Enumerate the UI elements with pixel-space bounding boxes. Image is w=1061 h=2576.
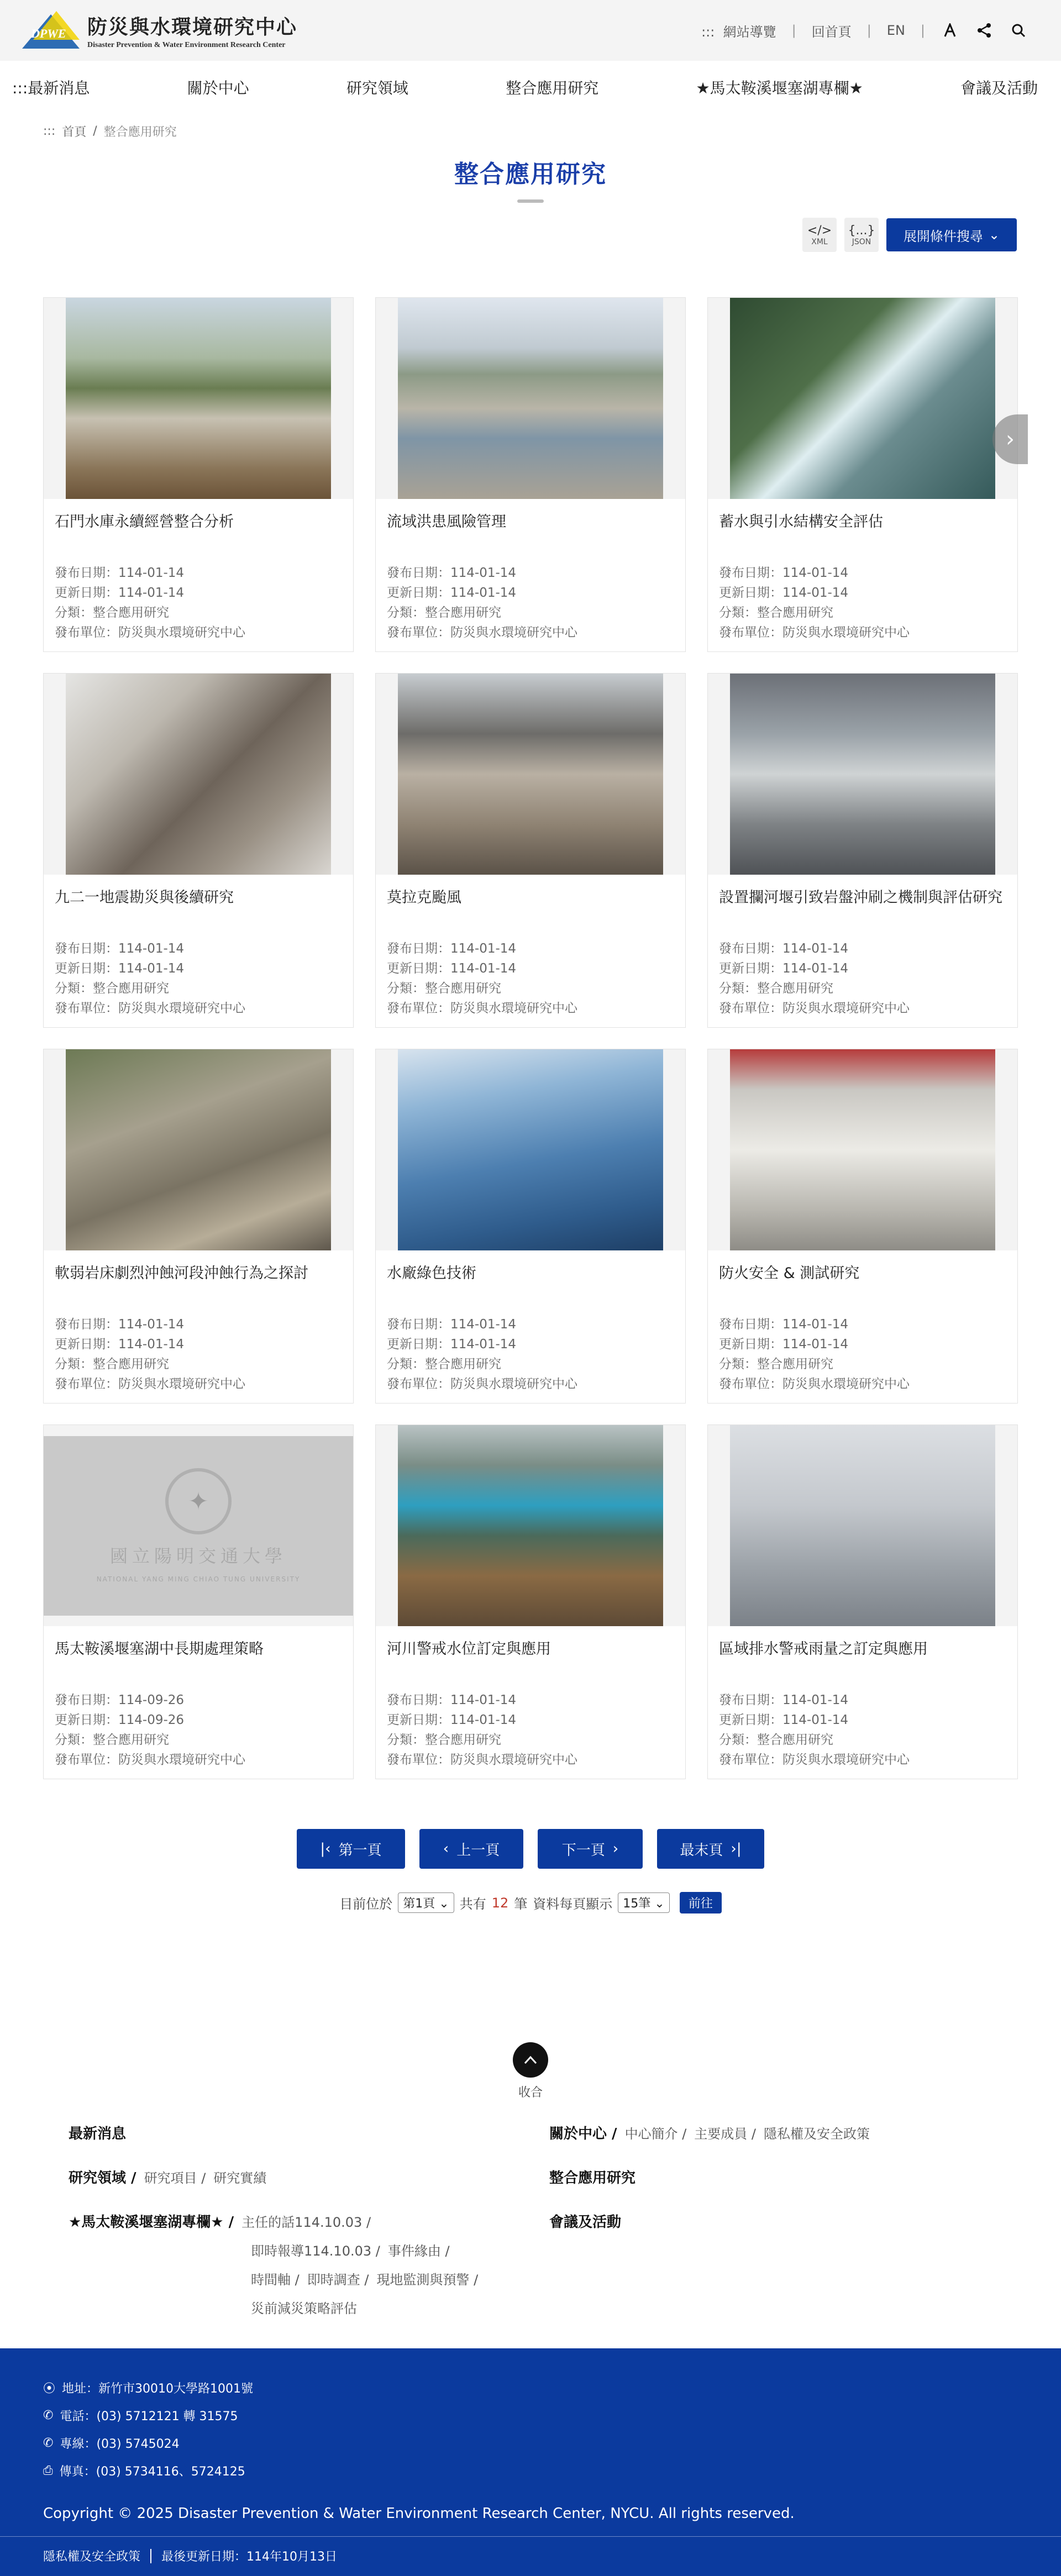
- storm-street-image: [730, 1425, 995, 1626]
- placeholder-name-en: NATIONAL YANG MING CHIAO TUNG UNIVERSITY: [96, 1575, 301, 1583]
- sitemap-news[interactable]: 最新消息: [69, 2126, 127, 2142]
- card-category: 分類：整合應用研究: [55, 981, 169, 996]
- site-name-en: Disaster Prevention & Water Environment Research Center: [87, 40, 286, 49]
- chevron-up-icon: [513, 2042, 548, 2078]
- card-unit: 發布單位：防災與水環境研究中心: [719, 1377, 910, 1391]
- site-footer: [0, 2348, 1061, 2576]
- breadcrumb-sep: /: [93, 124, 97, 138]
- card-update-date: 更新日期：114-09-26: [55, 1713, 185, 1727]
- logo-mark-icon: [22, 11, 80, 50]
- nav-item-special[interactable]: ★馬太鞍溪堰塞湖專欄★: [696, 79, 863, 97]
- card-publish-date: 發布日期：114-09-26: [55, 1693, 185, 1707]
- metro-station-image: [730, 1049, 995, 1250]
- sitemap-special[interactable]: ★馬太鞍溪堰塞湖專欄★ /: [69, 2214, 234, 2231]
- university-placeholder-image: [44, 1436, 353, 1616]
- card-title[interactable]: 流域洪患風險管理: [387, 513, 506, 530]
- footer-divider: [0, 2536, 1061, 2537]
- card-category: 分類：整合應用研究: [719, 981, 833, 996]
- card-publish-date: 發布日期：114-01-14: [387, 566, 517, 580]
- nav-item-integrated[interactable]: 整合應用研究: [506, 79, 599, 97]
- footer-address: ⦿ 地址：新竹市30010大學路1001號: [43, 2379, 253, 2396]
- collapse-toggle[interactable]: 收合: [0, 2042, 1061, 2100]
- lang-switch-link[interactable]: EN: [886, 23, 905, 38]
- card-category: 分類：整合應用研究: [719, 606, 833, 620]
- card-publish-date: 發布日期：114-01-14: [55, 942, 185, 956]
- carousel-next-arrow-icon[interactable]: ›: [992, 414, 1028, 464]
- share-icon[interactable]: [975, 21, 994, 40]
- card-publish-date: 發布日期：114-01-14: [719, 1693, 849, 1707]
- card-publish-date: 發布日期：114-01-14: [719, 1317, 849, 1332]
- card-category: 分類：整合應用研究: [719, 1357, 833, 1371]
- privacy-link[interactable]: 隱私權及安全政策: [43, 2550, 141, 2564]
- card-title[interactable]: 河川警戒水位訂定與應用: [387, 1641, 551, 1658]
- toolbar: [802, 218, 1017, 252]
- nav-item-about[interactable]: 關於中心: [187, 79, 249, 97]
- research-card[interactable]: [43, 1049, 354, 1403]
- waterfall-intake-image: [730, 298, 995, 499]
- sitemap-link[interactable]: 災前減災策略評估: [251, 2301, 357, 2316]
- sitemap-research[interactable]: 研究領域 /: [69, 2170, 136, 2186]
- sitemap-link[interactable]: 隱私權及安全政策: [764, 2126, 870, 2142]
- card-title[interactable]: 馬太鞍溪堰塞湖中長期處理策略: [55, 1641, 264, 1658]
- card-title[interactable]: 軟弱岩床劇烈沖蝕河段沖蝕行為之探討: [55, 1265, 308, 1282]
- breadcrumb-home[interactable]: 首頁: [62, 125, 87, 139]
- card-unit: 發布單位：防災與水環境研究中心: [387, 1377, 577, 1391]
- dam-spillway-image: [66, 298, 331, 499]
- card-update-date: 更新日期：114-01-14: [387, 586, 517, 600]
- site-name-zh: 防災與水環境研究中心: [87, 15, 298, 39]
- card-title[interactable]: 設置攔河堰引致岩盤沖刷之機制與評估研究: [719, 889, 1002, 906]
- home-link[interactable]: 回首頁: [811, 24, 852, 40]
- top-header: [0, 0, 1061, 61]
- card-publish-date: 發布日期：114-01-14: [387, 1693, 517, 1707]
- research-card[interactable]: [707, 1049, 1018, 1403]
- card-update-date: 更新日期：114-01-14: [719, 961, 849, 976]
- font-size-icon[interactable]: [941, 21, 959, 40]
- card-title[interactable]: 蓄水與引水結構安全評估: [719, 513, 883, 530]
- card-update-date: 更新日期：114-01-14: [387, 1337, 517, 1352]
- sitemap-link[interactable]: 即時調查 /: [307, 2272, 369, 2288]
- code-icon: </>: [807, 223, 832, 238]
- json-export-button[interactable]: {...} JSON: [844, 218, 879, 252]
- page-select[interactable]: 第1頁 ⌄: [398, 1892, 454, 1913]
- landslide-slope-image: [66, 674, 331, 875]
- university-seal-icon: ✦: [165, 1468, 232, 1534]
- card-category: 分類：整合應用研究: [719, 1733, 833, 1747]
- breadcrumb: [43, 123, 1061, 140]
- pagination: [0, 1829, 1061, 1869]
- card-update-date: 更新日期：114-01-14: [719, 1337, 849, 1352]
- nav-item-events[interactable]: 會議及活動: [960, 79, 1038, 97]
- sitemap-link[interactable]: 即時報導114.10.03 /: [251, 2243, 380, 2259]
- river-bed-image: [398, 298, 663, 499]
- chevron-left-icon: ‹: [443, 1841, 449, 1857]
- research-card[interactable]: [707, 673, 1018, 1028]
- title-underline: [517, 199, 544, 203]
- location-pin-icon: ⦿: [43, 2382, 56, 2396]
- sitemap-link[interactable]: 中心簡介 /: [624, 2126, 687, 2142]
- pipe-debris-image: [398, 1425, 663, 1626]
- card-publish-date: 發布日期：114-01-14: [55, 566, 185, 580]
- card-unit: 發布單位：防災與水環境研究中心: [55, 1753, 245, 1767]
- sitemap-events[interactable]: 會議及活動: [549, 2214, 622, 2231]
- card-update-date: 更新日期：114-01-14: [55, 961, 185, 976]
- driftwood-bridge-image: [398, 674, 663, 875]
- sitemap-right: [549, 2120, 991, 2237]
- card-title[interactable]: 石門水庫永續經營整合分析: [55, 513, 234, 530]
- research-card[interactable]: [43, 1424, 354, 1779]
- first-page-icon: |‹: [320, 1841, 331, 1857]
- xml-export-button[interactable]: </> XML: [802, 218, 837, 252]
- first-page-button[interactable]: |‹ 第一頁: [297, 1829, 405, 1869]
- go-button[interactable]: 前往: [680, 1892, 722, 1913]
- braces-icon: {...}: [848, 223, 875, 238]
- research-card[interactable]: [375, 1049, 686, 1403]
- research-card[interactable]: [43, 297, 354, 652]
- research-card[interactable]: [707, 297, 1018, 652]
- research-card[interactable]: [707, 1424, 1018, 1779]
- card-title[interactable]: 九二一地震勘災與後續研究: [55, 889, 234, 906]
- card-category: 分類：整合應用研究: [55, 606, 169, 620]
- last-update: 最後更新日期：114年10月13日: [161, 2550, 337, 2564]
- chevron-down-icon: ⌄: [988, 227, 1000, 243]
- card-title[interactable]: 防火安全 & 測試研究: [719, 1265, 860, 1282]
- total-count: 12: [491, 1895, 509, 1911]
- sitemap-integrated[interactable]: 整合應用研究: [549, 2170, 636, 2186]
- site-logo[interactable]: [22, 11, 297, 50]
- sitemap-link[interactable]: 主任的話114.10.03 /: [241, 2215, 371, 2230]
- sitemap-link[interactable]: 主要成員 /: [694, 2126, 756, 2142]
- card-unit: 發布單位：防災與水環境研究中心: [55, 625, 245, 640]
- card-title[interactable]: 莫拉克颱風: [387, 889, 461, 906]
- card-publish-date: 發布日期：114-01-14: [387, 1317, 517, 1332]
- last-page-icon: ›|: [731, 1841, 742, 1857]
- card-title[interactable]: 水廠綠色技術: [387, 1265, 476, 1282]
- card-update-date: 更新日期：114-01-14: [719, 1713, 849, 1727]
- card-unit: 發布單位：防災與水環境研究中心: [387, 1753, 577, 1767]
- placeholder-name-zh: 國立陽明交通大學: [109, 1546, 287, 1566]
- sitemap-link[interactable]: ::: 網站導覽: [701, 24, 776, 40]
- solar-panels-image: [398, 1049, 663, 1250]
- card-category: 分類：整合應用研究: [387, 1733, 501, 1747]
- sitemap-link[interactable]: 研究項目 /: [144, 2170, 206, 2186]
- sitemap-link[interactable]: 事件緣由 /: [387, 2243, 450, 2259]
- card-update-date: 更新日期：114-01-14: [55, 586, 185, 600]
- next-page-button[interactable]: 下一頁 ›: [538, 1829, 643, 1869]
- main-nav: [0, 61, 1061, 114]
- last-page-button[interactable]: 最末頁 ›|: [657, 1829, 764, 1869]
- card-update-date: 更新日期：114-01-14: [387, 961, 517, 976]
- card-category: 分類：整合應用研究: [55, 1733, 169, 1747]
- card-unit: 發布單位：防災與水環境研究中心: [55, 1377, 245, 1391]
- card-title[interactable]: 區域排水警戒雨量之訂定與應用: [719, 1641, 928, 1658]
- sitemap-about[interactable]: 關於中心 /: [549, 2126, 617, 2142]
- weir-erosion-image: [730, 674, 995, 875]
- research-card[interactable]: [375, 673, 686, 1028]
- breadcrumb-prefix: :::: [43, 124, 56, 138]
- rock-erosion-image: [66, 1049, 331, 1250]
- chevron-right-icon: ›: [612, 1841, 619, 1857]
- logo-abbr: DPWE: [31, 27, 66, 40]
- per-page-select[interactable]: 15筆 ⌄: [618, 1892, 669, 1913]
- card-publish-date: 發布日期：114-01-14: [719, 942, 849, 956]
- pager-info: 目前位於 第1頁 ⌄ 共有 12 筆 資料每頁顯示 15筆 ⌄ 前往: [0, 1892, 1061, 1913]
- card-grid: [43, 297, 1018, 1779]
- card-unit: 發布單位：防災與水環境研究中心: [387, 625, 577, 640]
- research-card[interactable]: [375, 297, 686, 652]
- card-category: 分類：整合應用研究: [55, 1357, 169, 1371]
- card-publish-date: 發布日期：114-01-14: [719, 566, 849, 580]
- card-category: 分類：整合應用研究: [387, 606, 501, 620]
- sitemap-link[interactable]: 現地監測與預警 /: [376, 2272, 479, 2288]
- prev-page-button[interactable]: ‹ 上一頁: [419, 1829, 523, 1869]
- copyright: Copyright © 2025 Disaster Prevention & Water Environment Research Center, NYCU. All rights reserved.: [43, 2505, 795, 2522]
- card-category: 分類：整合應用研究: [387, 1357, 501, 1371]
- phone-icon: ✆: [43, 2436, 54, 2450]
- nav-item-news[interactable]: :::最新消息: [12, 79, 90, 97]
- footer-hotline: ✆ 專線：(03) 5745024: [43, 2436, 180, 2451]
- breadcrumb-current: 整合應用研究: [103, 125, 177, 139]
- page-title: 整合應用研究: [454, 160, 607, 188]
- sitemap-link[interactable]: 時間軸 /: [251, 2272, 300, 2288]
- nav-item-research[interactable]: 研究領域: [346, 79, 408, 97]
- utility-links: ::: 網站導覽 | 回首頁 | EN |: [701, 21, 1028, 40]
- card-unit: 發布單位：防災與水環境研究中心: [719, 625, 910, 640]
- card-update-date: 更新日期：114-01-14: [387, 1713, 517, 1727]
- research-card[interactable]: [43, 673, 354, 1028]
- card-unit: 發布單位：防災與水環境研究中心: [55, 1001, 245, 1016]
- card-update-date: 更新日期：114-01-14: [719, 586, 849, 600]
- fax-icon: ⎙: [43, 2464, 53, 2478]
- expand-search-button[interactable]: 展開條件搜尋 ⌄: [886, 218, 1017, 251]
- research-card[interactable]: [375, 1424, 686, 1779]
- card-update-date: 更新日期：114-01-14: [55, 1337, 185, 1352]
- search-icon[interactable]: [1009, 21, 1028, 40]
- card-publish-date: 發布日期：114-01-14: [55, 1317, 185, 1332]
- phone-icon: ✆: [43, 2409, 54, 2422]
- card-unit: 發布單位：防災與水環境研究中心: [719, 1001, 910, 1016]
- footer-phone: ✆ 電話：(03) 5712121 轉 31575: [43, 2409, 238, 2423]
- sitemap-left: [69, 2120, 511, 2323]
- sitemap-link[interactable]: 研究實績: [213, 2170, 267, 2186]
- footer-fax: ⎙ 傳真：(03) 5734116、5724125: [43, 2464, 245, 2479]
- card-unit: 發布單位：防災與水環境研究中心: [387, 1001, 577, 1016]
- card-unit: 發布單位：防災與水環境研究中心: [719, 1753, 910, 1767]
- card-publish-date: 發布日期：114-01-14: [387, 942, 517, 956]
- card-category: 分類：整合應用研究: [387, 981, 501, 996]
